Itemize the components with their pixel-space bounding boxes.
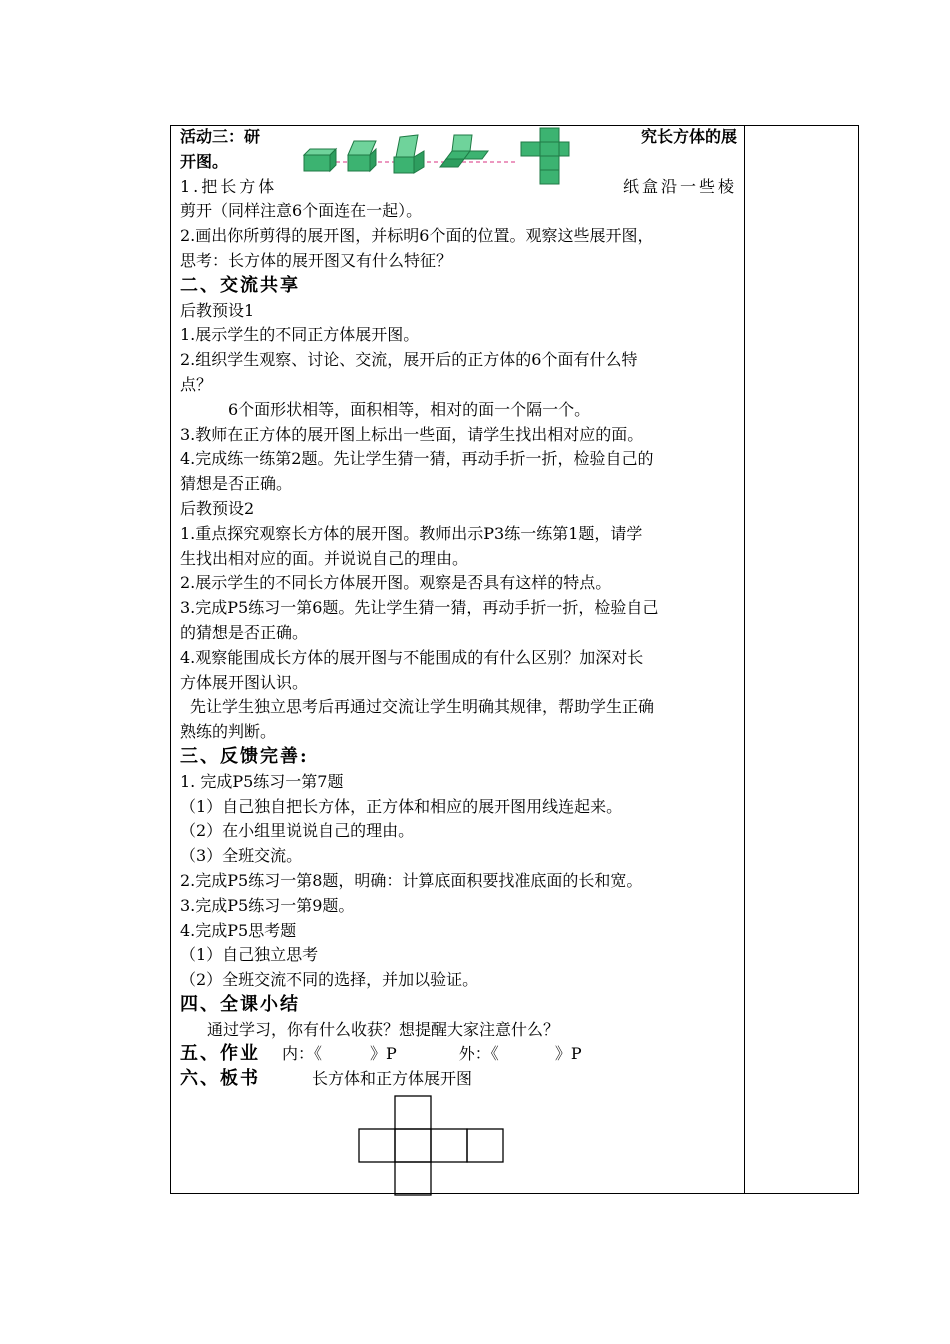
preset2-item3-cont: 的猜想是否正确。 bbox=[180, 622, 309, 642]
homework-outer-label: 外：《 bbox=[458, 1044, 499, 1064]
preset1-title: 后教预设1 bbox=[180, 300, 255, 320]
feedback-item1-b: （2）在小组里说说自己的理由。 bbox=[180, 821, 415, 841]
feedback-item3: 3.完成P5练习一第9题。 bbox=[180, 895, 355, 915]
section3-heading: 三、反馈完善: bbox=[180, 745, 309, 767]
activity3-step1-cont: 剪开（同样注意6个面连在一起）。 bbox=[180, 201, 423, 221]
preset1-item1: 1.展示学生的不同正方体展开图。 bbox=[180, 325, 420, 345]
preset2-note-cont: 熟练的判断。 bbox=[180, 722, 277, 742]
homework-outer-close: 》P bbox=[554, 1044, 582, 1064]
preset2-item3: 3.完成P5练习一第6题。先让学生猜一猜，再动手折一折，检验自己 bbox=[180, 598, 659, 618]
preset2-item2: 2.展示学生的不同长方体展开图。观察是否具有这样的特点。 bbox=[180, 573, 612, 593]
preset2-title: 后教预设2 bbox=[180, 498, 255, 518]
preset1-answer: 6个面形状相等，面积相等，相对的面一个隔一个。 bbox=[228, 399, 591, 419]
activity3-step1-left: 1.把长方体 bbox=[180, 176, 278, 196]
preset1-item3: 3.教师在正方体的展开图上标出一些面，请学生找出相对应的面。 bbox=[180, 424, 644, 444]
homework-inner-close: 》P bbox=[370, 1044, 397, 1064]
feedback-item1-a: （1）自己独自把长方体，正方体和相应的展开图用线连起来。 bbox=[180, 796, 623, 816]
lesson-content bbox=[180, 125, 737, 1092]
preset2-item4-cont: 方体展开图认识。 bbox=[180, 672, 309, 692]
activity3-title-cont: 开图。 bbox=[180, 151, 229, 171]
preset1-item4: 4.完成练一练第2题。先让学生猜一猜，再动手折一折，检验自己的 bbox=[180, 449, 654, 469]
section5-heading: 五、作业 bbox=[180, 1043, 260, 1065]
activity3-title bbox=[180, 125, 737, 150]
activity3-step1-right: 纸盒沿一些棱 bbox=[622, 176, 737, 196]
activity3-title-right: 究长方体的展 bbox=[640, 127, 737, 146]
preset1-item2: 2.组织学生观察、讨论、交流，展开后的正方体的6个面有什么特 bbox=[180, 350, 638, 370]
feedback-item4-b: （2）全班交流不同的选择，并加以验证。 bbox=[180, 970, 479, 990]
feedback-item4-a: （1）自己独立思考 bbox=[180, 945, 319, 965]
preset2-item1-cont: 生找出相对应的面。并说说自己的理由。 bbox=[180, 548, 469, 568]
section4-heading: 四、全课小结 bbox=[180, 993, 300, 1015]
activity3-step1 bbox=[180, 175, 737, 200]
feedback-item1-c: （3）全班交流。 bbox=[180, 846, 303, 866]
summary-text: 通过学习，你有什么收获？想提醒大家注意什么？ bbox=[207, 1019, 560, 1039]
homework-inner-label: 内：《 bbox=[282, 1044, 323, 1064]
preset2-item4: 4.观察能围成长方体的展开图与不能围成的有什么区别？加深对长 bbox=[180, 647, 644, 667]
preset2-note: 先让学生独立思考后再通过交流让学生明确其规律，帮助学生正确 bbox=[190, 697, 655, 717]
feedback-item4: 4.完成P5思考题 bbox=[180, 920, 297, 940]
cube-net-drawing bbox=[358, 1095, 508, 1197]
activity3-step2: 2.画出你所剪得的展开图，并标明6个面的位置。观察这些展开图， bbox=[180, 226, 654, 246]
table-column-divider bbox=[744, 125, 745, 1194]
feedback-item1: 1. 完成P5练习一第7题 bbox=[180, 771, 344, 791]
blackboard-row bbox=[180, 1067, 737, 1092]
homework-row bbox=[180, 1042, 737, 1067]
activity3-title-left: 活动三：研 bbox=[180, 127, 261, 146]
preset1-item2-cont: 点？ bbox=[180, 374, 213, 394]
preset1-item4-cont: 猜想是否正确。 bbox=[180, 474, 293, 494]
feedback-item2: 2.完成P5练习一第8题，明确：计算底面积要找准底面的长和宽。 bbox=[180, 870, 643, 890]
activity3-step2-cont: 思考：长方体的展开图又有什么特征？ bbox=[180, 250, 453, 270]
section2-heading: 二、交流共享 bbox=[180, 274, 300, 296]
section6-heading: 六、板书 bbox=[180, 1068, 260, 1090]
blackboard-title: 长方体和正方体展开图 bbox=[312, 1069, 473, 1089]
preset2-item1: 1.重点探究观察长方体的展开图。教师出示P3练一练第1题，请学 bbox=[180, 523, 643, 543]
